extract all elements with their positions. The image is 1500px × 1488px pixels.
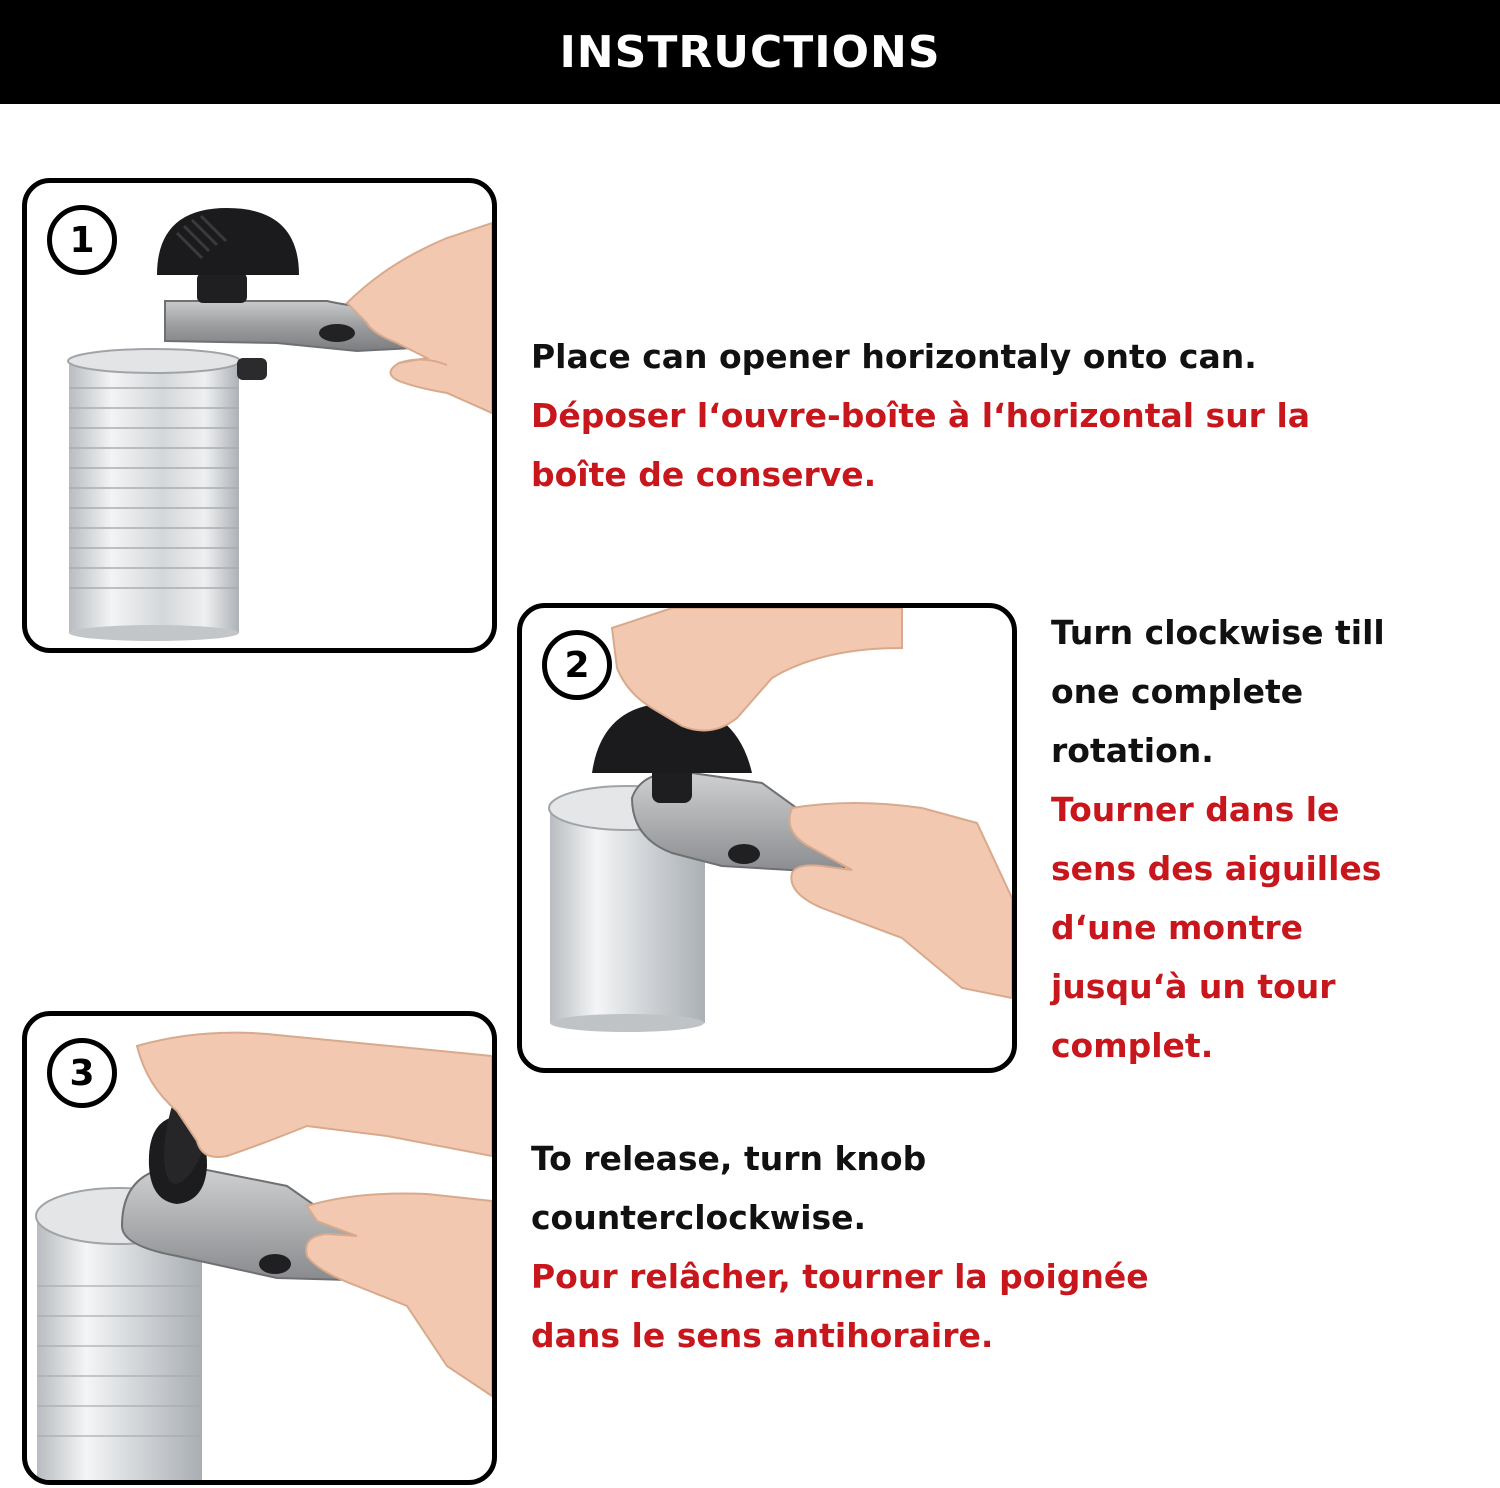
step-3-french-line-1: Pour relâcher, tourner la poignée (531, 1257, 1149, 1296)
page-title: INSTRUCTIONS (559, 26, 941, 78)
step-2-text (1051, 603, 1491, 1075)
hand-bottom (306, 1194, 492, 1397)
instructions-header (0, 0, 1500, 104)
hand (347, 223, 492, 413)
step-2-french-line-3: d‘une montre (1051, 908, 1303, 947)
step-2-english-line-1: Turn clockwise till (1051, 613, 1385, 652)
step-1-french-line-2: boîte de conserve. (531, 455, 877, 494)
step-2-panel (517, 603, 1017, 1073)
step-3-french-line-2: dans le sens antihoraire. (531, 1316, 994, 1355)
step-1-french-line-1: Déposer l‘ouvre-boîte à l‘horizontal sur la (531, 396, 1311, 435)
step-2-number-badge: 2 (542, 630, 612, 700)
step-1-text (531, 327, 1481, 504)
step-1-panel (22, 178, 497, 653)
step-1-number-badge: 1 (47, 205, 117, 275)
step-3-text (531, 1129, 1431, 1365)
step-2-french-line-1: Tourner dans le (1051, 790, 1340, 829)
knob (157, 208, 299, 275)
step-2-french-line-2: sens des aiguilles (1051, 849, 1382, 888)
step-3-english-line-1: To release, turn knob (531, 1139, 927, 1178)
step-3-number-badge: 3 (47, 1038, 117, 1108)
hand-bottom (790, 803, 1013, 998)
step-3-panel (22, 1011, 497, 1485)
step-2-english-line-2: one complete (1051, 672, 1304, 711)
step-2-french-line-5: complet. (1051, 1026, 1214, 1065)
step-2-english-line-3: rotation. (1051, 731, 1214, 770)
step-3-english-line-2: counterclockwise. (531, 1198, 867, 1237)
can-body (69, 361, 239, 633)
step-1-english-line-1: Place can opener horizontaly onto can. (531, 337, 1257, 376)
step-2-french-line-4: jusqu‘à un tour (1051, 967, 1336, 1006)
